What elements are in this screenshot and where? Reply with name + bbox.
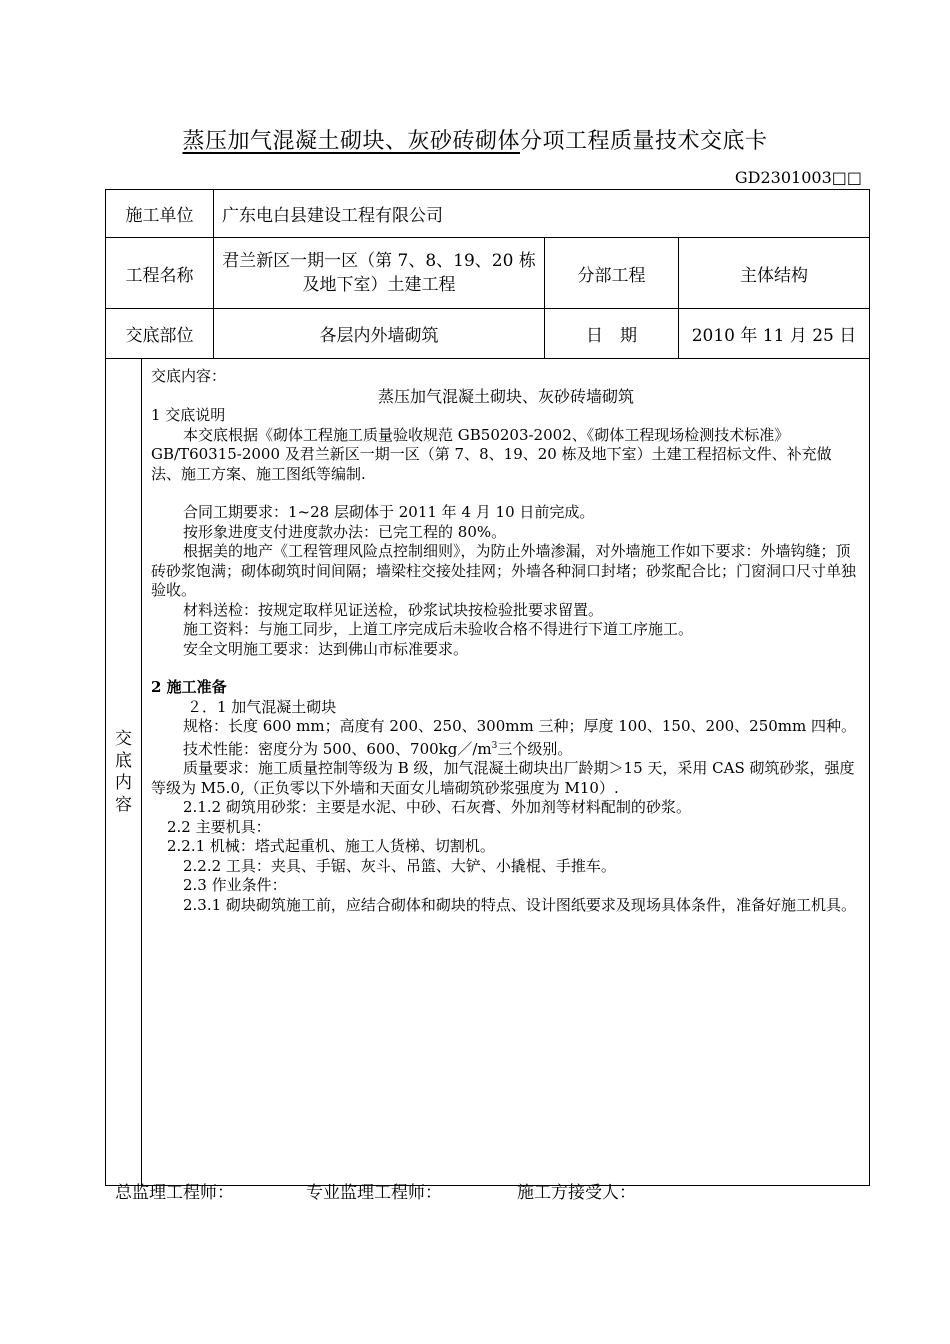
- paragraph: 按形象进度支付进度款办法：已完工程的 80%。: [183, 522, 507, 541]
- document-title: [0, 124, 950, 155]
- subsection-2-1: ２．1 加气混凝土砌块: [187, 697, 337, 716]
- division-label: 分部工程: [545, 238, 679, 309]
- paragraph: 根据美的地产《工程管理风险点控制细则》，为防止外墙渗漏，对外墙施工作如下要求：外墙钩缝；顶砖砂浆饱满；砌体砌筑时间间隔；墙梁柱交接处挂网；外墙各种洞口封堵；砂浆配合比；门窗洞口尺寸单独验收。: [151, 542, 857, 599]
- project-value: [214, 238, 545, 309]
- part-label: 交底部位: [106, 309, 214, 359]
- unit-value: 广东电白县建设工程有限公司: [214, 190, 870, 238]
- title-underlined: 蒸压加气混凝土砌块、灰砂砖砌体: [182, 129, 520, 154]
- title-rest: 分项工程质量技术交底卡: [520, 129, 768, 154]
- subsection-2-3: 2.3 作业条件：: [183, 876, 287, 894]
- paragraph: 材料送检：按规定取样见证送检，砂浆试块按检验批要求留置。: [183, 600, 604, 619]
- subsection-2-2: 2.2 主要机具：: [167, 817, 271, 836]
- side-char: 底: [115, 751, 132, 771]
- disclosure-card-table: [105, 189, 870, 1186]
- content-intro: 交底内容：: [151, 367, 227, 385]
- project-label: 工程名称: [106, 238, 214, 309]
- signature-footer: [115, 1178, 636, 1203]
- document-code: GD2301003□□: [734, 168, 862, 187]
- project-value-line1: 君兰新区一期一区（第 7、8、19、20 栋: [222, 251, 536, 271]
- paragraph: 规格：长度 600 mm；高度有 200、250、300mm 三种；厚度 100、150、200、250mm 四种。: [183, 717, 856, 735]
- content-cell: [142, 359, 870, 1186]
- paragraph: 本交底根据《砌体工程施工质量验收规范 GB50203-2002、《砌体工程现场检测技术标准》GB/T60315-2000 及君兰新区一期一区（第 7、8、19、20 栋及地下室）土建工程招标文件、补充做法、施工方案、施工图纸等编制.: [151, 425, 832, 483]
- paragraph: 施工资料：与施工同步，上道工序完成后未验收合格不得进行下道工序施工。: [183, 620, 694, 638]
- paragraph: 安全文明施工要求：达到佛山市标准要求。: [183, 639, 469, 658]
- section-1-title: 1 交底说明: [151, 406, 226, 424]
- part-value: 各层内外墙砌筑: [214, 309, 545, 359]
- project-value-line2: 及地下室）土建工程: [302, 275, 456, 295]
- side-char: 交: [115, 729, 132, 749]
- paragraph: 2.2.2 工具：夹具、手锯、灰斗、吊篮、大铲、小撬棍、手推车。: [183, 856, 616, 875]
- side-char: 容: [115, 795, 132, 815]
- division-value: 主体结构: [679, 238, 870, 309]
- paragraph: 2.2.1 机械：塔式起重机、施工人货梯、切割机。: [167, 837, 495, 855]
- paragraph: 质量要求：施工质量控制等级为 B 级，加气混凝土砌块出厂龄期＞15 天，采用 CAS 砌筑砂浆，强度等级为 M5.0,（正负零以下外墙和天面女儿墙砌筑砂浆强度为 M10）.: [151, 759, 855, 797]
- paragraph: 技术性能：密度分为 500、600、$700kg//m^3$三个级别。: [183, 739, 573, 758]
- paragraph: 合同工期要求：1~28 层砌体于 2011 年 4 月 10 日前完成。: [183, 503, 595, 521]
- date-value: 2010 年 11 月 25 日: [679, 309, 870, 359]
- chief-supervisor-label: 总监理工程师：: [115, 1183, 234, 1203]
- specialist-supervisor-label: 专业监理工程师：: [306, 1183, 442, 1203]
- unit-label: 施工单位: [106, 190, 214, 238]
- content-side-label: [106, 359, 142, 1186]
- paragraph: 2.1.2 砌筑用砂浆：主要是水泥、中砂、石灰膏、外加剂等材料配制的砂浆。: [183, 798, 691, 816]
- side-char: 内: [115, 773, 132, 793]
- paragraph: 2.3.1 砌块砌筑施工前，应结合砌体和砌块的特点、设计图纸要求及现场具体条件，准备好施工机具。: [183, 895, 856, 914]
- section-2-title: 2 施工准备: [151, 678, 227, 696]
- date-label: 日 期: [545, 309, 679, 359]
- receiver-label: 施工方接受人：: [517, 1183, 636, 1203]
- content-heading: 蒸压加气混凝土砌块、灰砂砖墙砌筑: [378, 386, 635, 406]
